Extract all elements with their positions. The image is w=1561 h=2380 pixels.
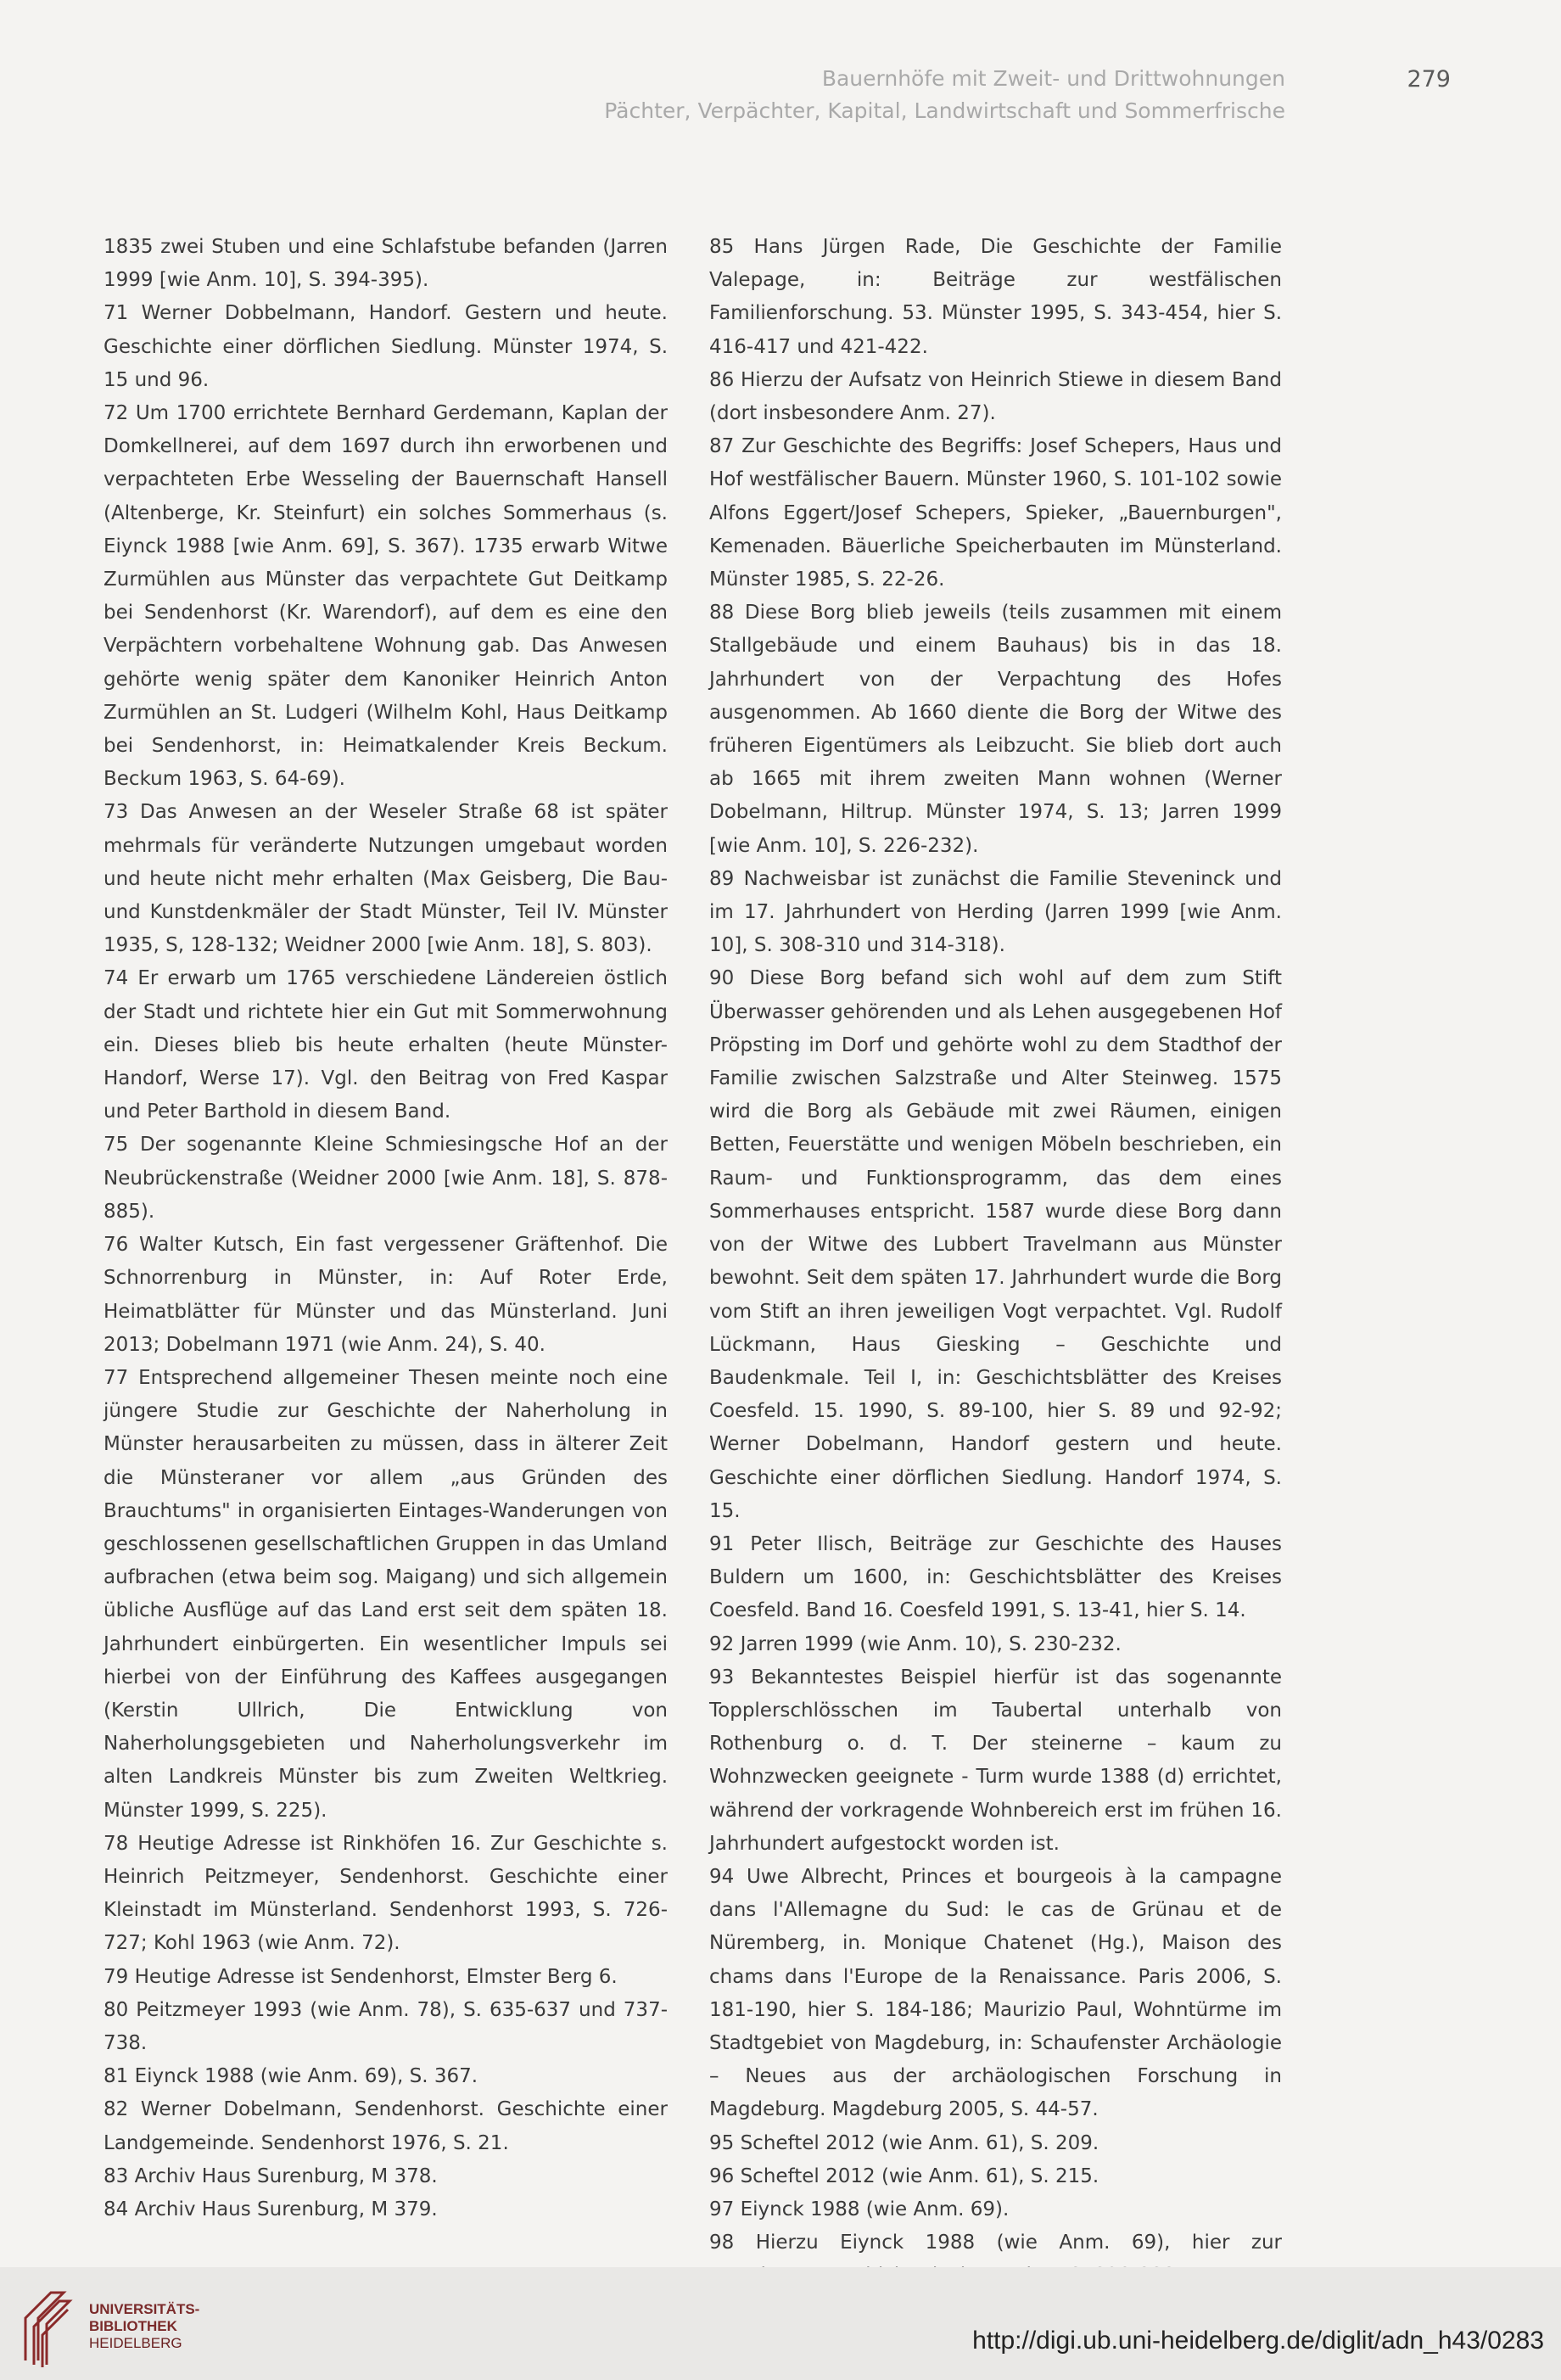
footnote: 74 Er erwarb um 1765 verschiedene Ländereien östlich der Stadt und richtete hier ein Gut mit Sommerwohnung ein. Dieses blieb bis heute erhalten (heute Münster-Handorf, Werse 17). Vgl. den Beitrag von Fred Kaspar und Peter Barthold in diesem Band.: [104, 967, 668, 1123]
footnote: 90 Diese Borg befand sich wohl auf dem zum Stift Überwasser gehörenden und als Lehen ausgegebenen Hof Pröpsting im Dorf und gehörte wohl zu dem Stadthof der Familie zwischen Salzstraße und Alter Steinweg. 1575 wird die Borg als Gebäude mit zwei Räumen, einigen Betten, Feuerstätte und wenigen Möbeln beschrieben, ein Raum- und Funktionsprogramm, das dem eines Sommerhauses entspricht. 1587 wurde diese Borg dann von der Witwe des Lubbert Travelmann aus Münster bewohnt. Seit dem späten 17. Jahrhundert wurde die Borg vom Stift an ihren jeweiligen Vogt verpachtet. Vgl. Rudolf Lückmann, Haus Giesking – Geschichte und Baudenkmale. Teil I, in: Geschichtsblätter des Kreises Coesfeld. 15. 1990, S. 89-100, hier S. 89 und 92-92; Werner Dobelmann, Handorf gestern und heute. Geschichte einer dörflichen Siedlung. Handorf 1974, S. 15.: [709, 967, 1282, 1522]
footnote: 83 Archiv Haus Surenburg, M 378.: [104, 2164, 438, 2187]
footnote: 81 Eiynck 1988 (wie Anm. 69), S. 367.: [104, 2065, 478, 2088]
footnote: 93 Bekanntestes Beispiel hierfür ist das sogenannte Topplerschlösschen im Taubertal unterhalb von Rothenburg o. d. T. Der steinerne – kaum zu Wohnzwecken geeignete - Turm wurde 1388 (d) errichtet, während der vorkragende Wohnbereich erst im frühen 16. Jahrhundert aufgestockt worden ist.: [709, 1666, 1282, 1855]
footnote: 98 Hierzu Eiynck 1988 (wie Anm. 69), hier zur: [709, 2232, 1282, 2254]
footnote: 88 Diese Borg blieb jeweils (teils zusammen mit einem Stallgebäude und einem Bauhaus) bis in das 18. Jahrhundert von der Verpachtung des Hofes ausgenommen. Ab 1660 diente die Borg der Witwe des früheren Eigentümers als Leibzucht. Sie blieb dort auch ab 1665 mit ihrem zweiten Mann wohnen (Werner Dobelmann, Hiltrup. Münster 1974, S. 13; Jarren 1999 [wie Anm. 10], S. 226-232).: [709, 602, 1282, 857]
source-url-link[interactable]: http://digi.ub.uni-heidelberg.de/diglit/adn_h43/0283: [972, 2327, 1544, 2355]
footnote: 77 Entsprechend allgemeiner Thesen meinte noch eine jüngere Studie zur Geschichte der Naherholung in Münster herausarbeiten zu müssen, dass in älterer Zeit die Münsteraner vor allem „aus Gründen des Brauchtums" in organisierten Eintages-Wanderungen von geschlossenen gesellschaftlichen Gruppen in das Umland aufbrachen (etwa beim sog. Maigang) und sich allgemein übliche Ausflüge auf das Land erst seit dem späten 18. Jahrhundert einbürgerten. Ein wesentlicher Impuls sei hierbei von der Einführung des Kaffees ausgegangen (Kerstin Ullrich, Die Entwicklung von Naherholungsgebieten und Naherholungsverkehr im alten Landkreis Münster bis zum Zweiten Weltkrieg. Münster 1999, S. 225).: [104, 1366, 668, 1822]
footnote: 95 Scheftel 2012 (wie Anm. 61), S. 209.: [709, 2131, 1099, 2154]
footnote: 84 Archiv Haus Surenburg, M 379.: [104, 2198, 438, 2220]
footnotes-left-column: [104, 231, 668, 2226]
footnote: 76 Walter Kutsch, Ein fast vergessener Gräftenhof. Die Schnorrenburg in Münster, in: Auf Roter Erde, Heimatblätter für Münster und das Münsterland. Juni 2013; Dobelmann 1971 (wie Anm. 24), S. 40.: [104, 1234, 668, 1356]
footnote: 75 Der sogenannte Kleine Schmiesingsche Hof an der Neubrückenstraße (Weidner 2000 [wie Anm. 18], S. 878-885).: [104, 1134, 668, 1223]
header-title-line2: Pächter, Verpächter, Kapital, Landwirtschaft und Sommerfrische: [604, 98, 1285, 123]
library-name-line2: BIBLIOTHEK: [89, 2318, 177, 2334]
footnote: 78 Heutige Adresse ist Rinkhöfen 16. Zur Geschichte s. Heinrich Peitzmeyer, Sendenhorst. Geschichte einer Kleinstadt im Münsterland. Sendenhorst 1993, S. 726-727; Kohl 1963 (wie Anm. 72).: [104, 1832, 668, 1955]
library-name-line1: UNIVERSITÄTS-: [89, 2301, 200, 2317]
footnotes-right-column: [709, 231, 1282, 2293]
footnote: 92 Jarren 1999 (wie Anm. 10), S. 230-232.: [709, 1632, 1122, 1655]
library-name: [89, 2301, 199, 2352]
footer-bar: [0, 2267, 1561, 2380]
footnote: 97 Eiynck 1988 (wie Anm. 69).: [709, 2198, 1010, 2220]
footnote: 86 Hierzu der Aufsatz von Heinrich Stiewe in diesem Band (dort insbesondere Anm. 27).: [709, 368, 1282, 425]
footnote: 89 Nachweisbar ist zunächst die Familie Steveninck und im 17. Jahrhundert von Herding (Jarren 1999 [wie Anm. 10], S. 308-310 und 314-318).: [709, 867, 1282, 957]
footnote: 1835 zwei Stuben und eine Schlafstube befanden (Jarren 1999 [wie Anm. 10], S. 394-395).: [104, 236, 668, 292]
footnote: 96 Scheftel 2012 (wie Anm. 61), S. 215.: [709, 2164, 1099, 2187]
footnote: 80 Peitzmeyer 1993 (wie Anm. 78), S. 635-637 und 737-738.: [104, 1998, 668, 2054]
footnote: 71 Werner Dobbelmann, Handorf. Gestern und heute. Geschichte einer dörflichen Siedlung. Münster 1974, S. 15 und 96.: [104, 302, 668, 391]
footnote: 79 Heutige Adresse ist Sendenhorst, Elmster Berg 6.: [104, 1965, 618, 1988]
footnote: 87 Zur Geschichte des Begriffs: Josef Schepers, Haus und Hof westfälischer Bauern. Münster 1960, S. 101-102 sowie Alfons Eggert/Josef Schepers, Spieker, „Bauernburgen", Kemenaden. Bäuerliche Speicherbauten im Münsterland. Münster 1985, S. 22-26.: [709, 435, 1282, 591]
header-title-line1: Bauernhöfe mit Zweit- und Drittwohnungen: [821, 66, 1285, 91]
footnote: 72 Um 1700 errichtete Bernhard Gerdemann, Kaplan der Domkellnerei, auf dem 1697 durch ihn erworbenen und verpachteten Erbe Wesseling der Bauernschaft Hansell (Altenberge, Kr. Steinfurt) ein solches Sommerhaus (s. Eiynck 1988 [wie Anm. 69], S. 367). 1735 erwarb Witwe Zurmühlen aus Münster das verpachtete Gut Deitkamp bei Sendenhorst (Kr. Warendorf), auf dem es eine den Verpächtern vorbehaltene Wohnung gab. Das Anwesen gehörte wenig später dem Kanoniker Heinrich Anton Zurmühlen an St. Ludgeri (Wilhelm Kohl, Haus Deitkamp bei Sendenhorst, in: Heimatkalender Kreis Beckum. Beckum 1963, S. 64-69).: [104, 402, 668, 791]
footnote: 94 Uwe Albrecht, Princes et bourgeois à la campagne dans l'Allemagne du Sud: le cas de Grünau et de Nüremberg, in. Monique Chatenet (Hg.), Maison des chams dans l'Europe de la Renaissance. Paris 2006, S. 181-190, hier S. 184-186; Maurizio Paul, Wohntürme im Stadtgebiet von Magdeburg, in: Schaufenster Archäologie – Neues aus der archäologischen Forschung in Magdeburg. Magdeburg 2005, S. 44-57.: [709, 1865, 1282, 2121]
page-number: 279: [1407, 66, 1451, 92]
footnote: 82 Werner Dobelmann, Sendenhorst. Geschichte einer Landgemeinde. Sendenhorst 1976, S. 21.: [104, 2098, 668, 2154]
footnote: 91 Peter Ilisch, Beiträge zur Geschichte des Hauses Buldern um 1600, in: Geschichtsblätter des Kreises Coesfeld. Band 16. Coesfeld 1991, S. 13-41, hier S. 14.: [709, 1532, 1282, 1622]
library-name-line3: HEIDELBERG: [89, 2335, 182, 2351]
footnote: 73 Das Anwesen an der Weseler Straße 68 ist später mehrmals für veränderte Nutzungen umgebaut worden und heute nicht mehr erhalten (Max Geisberg, Die Bau- und Kunstdenkmäler der Stadt Münster, Teil IV. Münster 1935, S, 128-132; Weidner 2000 [wie Anm. 18], S. 803).: [104, 801, 668, 957]
library-logo-icon: [17, 2284, 76, 2369]
footnote: 85 Hans Jürgen Rade, Die Geschichte der Familie Valepage, in: Beiträge zur westfälischen Familienforschung. 53. Münster 1995, S. 343-454, hier S. 416-417 und 421-422.: [709, 236, 1282, 358]
